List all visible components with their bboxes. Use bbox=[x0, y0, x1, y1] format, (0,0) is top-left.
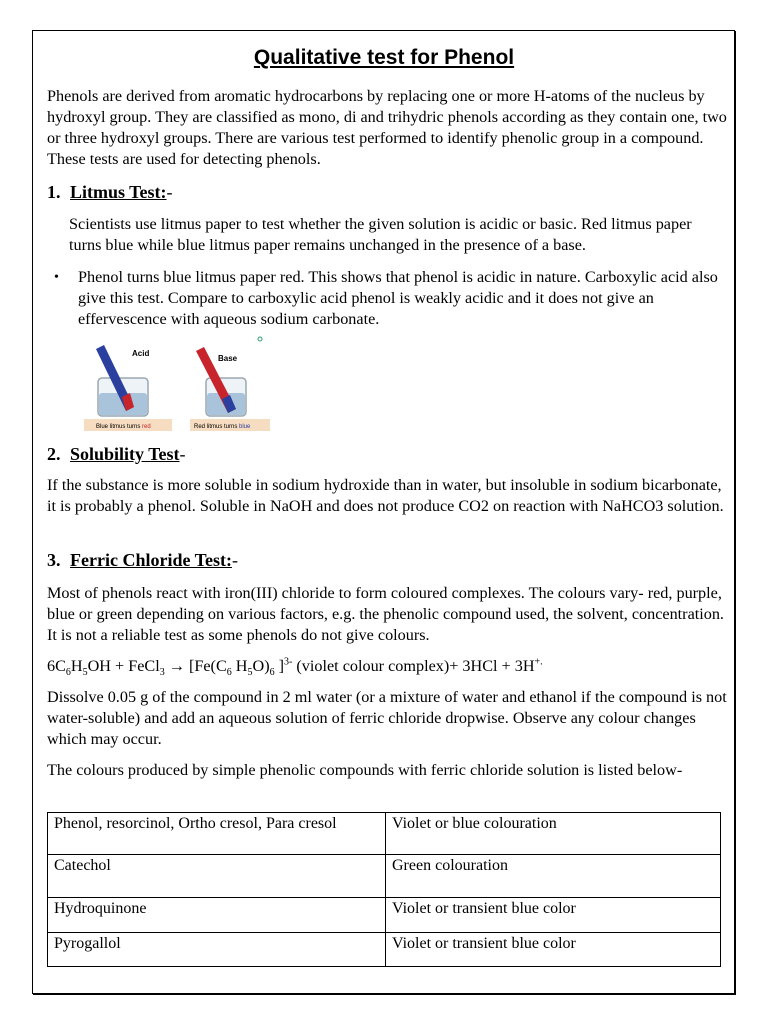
ferric-equation: $6C_6H_5OH$ + FeCl$_3$ → [$Fe(C_6$ $H_5O)_6$ ]$^{3-}$ (violet colour complex)+ 3HCl + 3H+. bbox=[47, 656, 543, 679]
base-caption-word: blue bbox=[239, 424, 251, 430]
ferric-results-table bbox=[47, 812, 721, 967]
base-label: Base bbox=[218, 354, 238, 363]
colour-cell: Violet or transient blue color bbox=[386, 933, 721, 967]
solubility-number: 2. bbox=[47, 444, 61, 464]
bullet-icon: • bbox=[54, 270, 59, 285]
compound-cell: Pyrogallol bbox=[48, 933, 386, 967]
table-row bbox=[48, 898, 721, 933]
solubility-heading-suffix: - bbox=[179, 444, 186, 464]
litmus-heading-text: Litmus Test: bbox=[70, 182, 167, 202]
litmus-paragraph: Scientists use litmus paper to test whether the given solution is acidic or basic. Red litmus paper turns blue while blue litmus paper remains unchanged in the presence of a base. bbox=[69, 215, 692, 254]
acid-label: Acid bbox=[132, 349, 150, 358]
procedure-paragraph: Dissolve 0.05 g of the compound in 2 ml water (or a mixture of water and ethanol if the compound is not water-soluble) and add an aqueous solution of ferric chloride dropwise. Observe any colour changes which may occur. bbox=[47, 688, 727, 748]
table-intro-paragraph: The colours produced by simple phenolic compounds with ferric chloride solution is listed below- bbox=[47, 761, 683, 779]
acid-caption-word: red bbox=[142, 424, 151, 430]
ferric-number: 3. bbox=[47, 550, 61, 570]
colour-cell: Green colouration bbox=[386, 855, 721, 898]
litmus-illustration bbox=[84, 335, 274, 435]
litmus-figure bbox=[84, 335, 274, 435]
ferric-heading bbox=[47, 550, 238, 571]
colour-cell: Violet or transient blue color bbox=[386, 898, 721, 933]
table-row bbox=[48, 933, 721, 967]
table-row bbox=[48, 813, 721, 855]
compound-cell: Hydroquinone bbox=[48, 898, 386, 933]
base-caption-prefix: Red litmus turns bbox=[194, 424, 240, 430]
litmus-bullet-text: Phenol turns blue litmus paper red. This shows that phenol is acidic in nature. Carboxylic acid also give this test. Compare to carboxylic acid phenol is weakly acidic and it does not give an effervescence with aqueous sodium carbonate. bbox=[78, 268, 718, 328]
base-caption bbox=[194, 424, 251, 430]
acid-caption bbox=[96, 424, 151, 430]
acid-caption-prefix: Blue litmus turns bbox=[96, 424, 143, 430]
litmus-heading-suffix: - bbox=[166, 182, 173, 202]
ferric-heading-text: Ferric Chloride Test: bbox=[70, 550, 232, 570]
litmus-heading bbox=[47, 182, 173, 203]
compound-cell: Phenol, resorcinol, Ortho cresol, Para cresol bbox=[48, 813, 386, 855]
colour-cell: Violet or blue colouration bbox=[386, 813, 721, 855]
ferric-paragraph: Most of phenols react with iron(III) chloride to form coloured complexes. The colours vary- red, purple, blue or green depending on various factors, e.g. the phenolic compound used, the solvent, concentration. It is not a reliable test as some phenols do not give colours. bbox=[47, 584, 724, 644]
compound-cell: Catechol bbox=[48, 855, 386, 898]
litmus-number: 1. bbox=[47, 182, 61, 202]
solubility-paragraph: If the substance is more soluble in sodium hydroxide than in water, but insoluble in sodium bicarbonate, it is probably a phenol. Soluble in NaOH and does not produce CO2 on reaction with NaHCO3 solution. bbox=[47, 476, 724, 515]
table-row bbox=[48, 855, 721, 898]
solubility-heading bbox=[47, 444, 186, 465]
ferric-heading-suffix: - bbox=[231, 550, 238, 570]
page-title: Qualitative test for Phenol bbox=[253, 46, 515, 69]
watermark-icon bbox=[258, 337, 262, 341]
solubility-heading-text: Solubility Test bbox=[70, 444, 180, 464]
intro-paragraph: Phenols are derived from aromatic hydrocarbons by replacing one or more H-atoms of the nucleus by hydroxyl group. They are classified as mono, di and trihydric phenols according as they contain one, two or three hydroxyl groups. There are various test performed to identify phenolic group in a compound. These tests are used for detecting phenols. bbox=[47, 87, 727, 168]
